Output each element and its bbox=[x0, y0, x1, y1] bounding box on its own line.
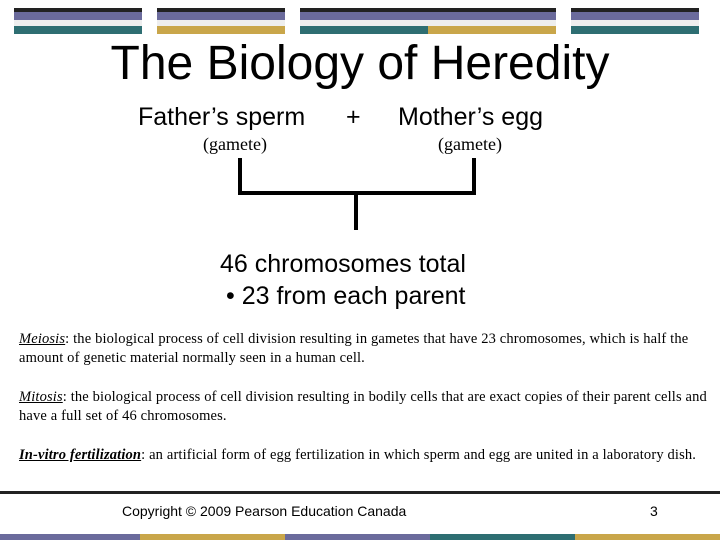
chromosome-total: 46 chromosomes total bbox=[220, 250, 466, 278]
bracket-left-vertical bbox=[238, 158, 242, 194]
father-sperm-label: Father’s sperm bbox=[138, 103, 306, 131]
definition-meiosis bbox=[19, 330, 709, 368]
gamete-label-left: (gamete) bbox=[203, 134, 267, 154]
definition-term: Mitosis bbox=[19, 389, 63, 405]
definition-in-vitro bbox=[19, 446, 709, 465]
definition-text: : the biological process of cell division resulting in gametes that have 23 chromosomes, which is half the amount of genetic material normally seen in a human cell. bbox=[19, 331, 689, 366]
header-bar-block bbox=[428, 8, 556, 34]
footer-bar-pattern bbox=[0, 534, 720, 540]
footer-divider bbox=[0, 491, 720, 494]
bracket-stem bbox=[354, 193, 358, 230]
definition-term: In-vitro fertilization bbox=[19, 447, 142, 463]
chromosome-each-parent: • 23 from each parent bbox=[226, 282, 466, 310]
bracket-right-vertical bbox=[472, 158, 476, 194]
slide-title: The Biology of Heredity bbox=[110, 37, 610, 90]
gamete-label-right: (gamete) bbox=[438, 134, 502, 154]
copyright-text: Copyright © 2009 Pearson Education Canada bbox=[122, 503, 407, 519]
mother-egg-label: Mother’s egg bbox=[398, 103, 543, 131]
definition-text: : an artificial form of egg fertilization in which sperm and egg are united in a laboratory dish. bbox=[141, 447, 697, 463]
definition-mitosis bbox=[19, 388, 709, 426]
header-bar-pattern bbox=[14, 8, 720, 34]
plus-sign: + bbox=[346, 103, 361, 131]
header-bar-block bbox=[14, 8, 142, 34]
definition-term: Meiosis bbox=[19, 331, 66, 347]
definition-text: : the biological process of cell division resulting in bodily cells that are exact copies of their parent cells and have a full set of 46 chromosomes. bbox=[19, 389, 707, 424]
header-bar-block bbox=[571, 8, 699, 34]
header-bar-block bbox=[300, 8, 428, 34]
page-number: 3 bbox=[650, 503, 658, 519]
header-bar-block bbox=[157, 8, 285, 34]
